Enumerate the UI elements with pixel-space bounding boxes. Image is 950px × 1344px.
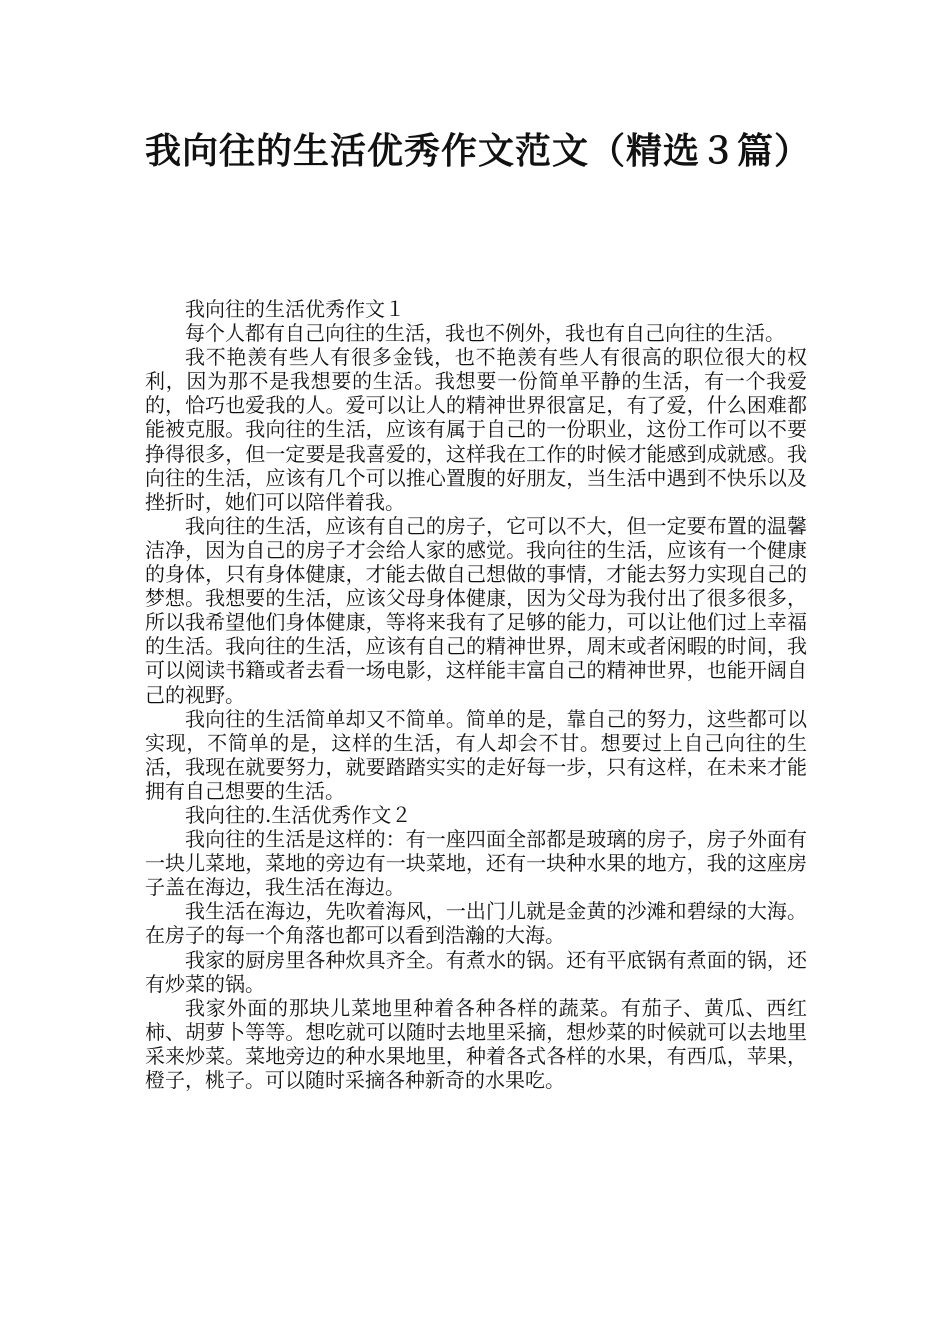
paragraph: 我生活在海边，先吹着海风，一出门儿就是金黄的沙滩和碧绿的大海。在房子的每一个角落也都可以看到浩瀚的大海。 (145, 899, 807, 948)
paragraph: 我向往的生活，应该有自己的房子，它可以不大，但一定要布置的温馨洁净，因为自己的房子才会给人家的感觉。我向往的生活，应该有一个健康的身体，只有身体健康，才能去做自己想做的事情，才能去努力实现自己的梦想。我想要的生活，应该父母身体健康，因为父母为我付出了很多很多，所以我希望他们身体健康，等将来我有了足够的能力，可以让他们过上幸福的生活。我向往的生活，应该有自己的精神世界，周末或者闲暇的时间，我可以阅读书籍或者去看一场电影，这样能丰富自己的精神世界，也能开阔自己的视野。 (145, 513, 807, 707)
paragraph: 我向往的生活是这样的：有一座四面全部都是玻璃的房子，房子外面有一块儿菜地，菜地的旁边有一块菜地，还有一块种水果的地方，我的这座房子盖在海边，我生活在海边。 (145, 827, 807, 900)
section-heading: 我向往的.生活优秀作文２ (185, 802, 412, 827)
paragraph: 我家外面的那块儿菜地里种着各种各样的蔬菜。有茄子、黄瓜、西红柿、胡萝卜等等。想吃就可以随时去地里采摘，想炒菜的时候就可以去地里采来炒菜。菜地旁边的种水果地里，种着各式各样的水果，有西瓜，苹果，橙子，桃子。可以随时采摘各种新奇的水果吃。 (145, 995, 807, 1092)
paragraph: 我向往的生活简单却又不简单。简单的是，靠自己的努力，这些都可以实现，不简单的是，这样的生活，有人却会不甘。想要过上自己向往的生活，我现在就要努力，就要踏踏实实的走好每一步，只有这样，在未来才能拥有自己想要的生活。 (145, 706, 807, 803)
paragraph: 我家的厨房里各种炊具齐全。有煮水的锅。还有平底锅有煮面的锅，还有炒菜的锅。 (145, 947, 807, 996)
paragraph: 每个人都有自己向往的生活，我也不例外，我也有自己向往的生活。 (185, 321, 785, 346)
document-body (145, 297, 807, 1092)
section-heading: 我向往的生活优秀作文１ (185, 297, 405, 321)
paragraph: 我不艳羡有些人有很多金钱，也不艳羡有些人有很高的职位很大的权利，因为那不是我想要的生活。我想要一份简单平静的生活，有一个我爱的，恰巧也爱我的人。爱可以让人的精神世界很富足，有了爱，什么困难都能被克服。我向往的生活，应该有属于自己的一份职业，这份工作可以不要挣得很多，但一定要是我喜爱的，这样我在工作的时候才能感到成就感。我向往的生活，应该有几个可以推心置腹的好朋友，当生活中遇到不快乐以及挫折时，她们可以陪伴着我。 (145, 345, 807, 514)
document-title: 我向往的生活优秀作文范文（精选３篇） (145, 131, 812, 172)
